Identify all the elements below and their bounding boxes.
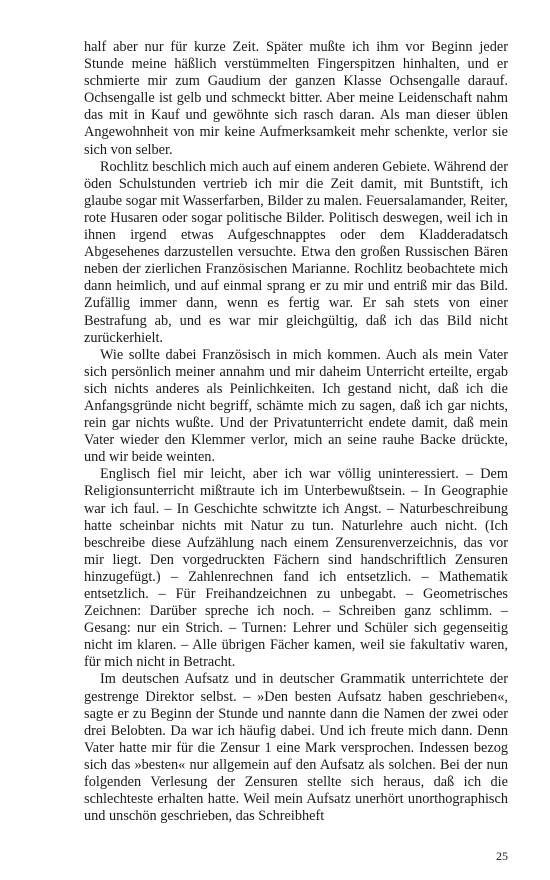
page-number: 25: [496, 849, 508, 863]
paragraph-4: Englisch fiel mir leicht, aber ich war völlig uninteressiert. – Dem Religionsunterricht mißtraute ich im Unterbewußtsein. – In Geographie war ich faul. – In Geschichte schwitzte ich Angst. – Naturbeschreibung hatte scheinbar nichts mit Natur zu tun. Naturlehre auch nicht. (Ich beschreibe diese Aufzählung nach einem Zensurenverzeichnis, das vor mir liegt. Den vorgedruckten Fächern sind handschriftlich Zensuren hinzugefügt.) – Zahlenrechnen fand ich entsetzlich. – Mathematik entsetzlich. – Für Freihandzeichnen zu unbegabt. – Geometrisches Zeichnen: Darüber spreche ich noch. – Schreiben ganz schlimm. – Gesang: nur ein Strich. – Turnen: Lehrer und Schüler sich gegenseitig nicht im klaren. – Alle übrigen Fächer kamen, weil sie fakultativ waren, für mich nicht in Betracht.: [84, 466, 508, 671]
paragraph-2: Rochlitz beschlich mich auch auf einem anderen Gebiete. Während der öden Schulstunden vertrieb ich mir die Zeit damit, mit Buntstift, ich glaube sogar mit Wasserfarben, Bilder zu malen. Feuersalamander, Reiter, rote Husaren oder sogar politische Bilder. Politisch deswegen, weil ich in ihnen irgend etwas Aufgeschnapptes oder dem Kladderadatsch Abgesehenes darzustellen versuchte. Etwa den großen Russischen Bären neben der zierlichen Französischen Marianne. Rochlitz beobachtete mich dann heimlich, und auf einmal sprang er zu mir und entriß mir das Bild. Zufällig immer dann, wenn es fertig war. Er sah stets von einer Bestrafung ab, und es war mir gleichgültig, daß ich das Bild nicht zurückerhielt.: [84, 158, 508, 346]
paragraph-5: Im deutschen Aufsatz und in deutscher Grammatik unterrichtete der gestrenge Direktor selbst. – »Den besten Aufsatz haben geschrieben«, sagte er zu Beginn der Stunde und nannte dann die Namen der zwei oder drei Belobten. Da war ich häufig dabei. Und ich freute mich dann. Denn Vater hatte mir für die Zensur 1 eine Mark versprochen. Indessen bezog sich das »besten« nur allgemein auf den Aufsatz als solchen. Bei der nun folgenden Verlesung der Zensuren stellte sich heraus, daß ich die schlechteste erhalten hatte. Weil mein Aufsatz unerhört unorthographisch und unschön geschrieben, das Schreibheft: [84, 671, 508, 825]
paragraph-3: Wie sollte dabei Französisch in mich kommen. Auch als mein Vater sich persönlich meiner annahm und mir daheim Unterricht erteilte, ergab sich nichts anderes als Peinlichkeiten. Ich gestand nicht, daß ich die Anfangsgründe nicht begriff, schämte mich zu sagen, daß ich gar nichts, rein gar nichts wußte. Und der Privatunterricht endete damit, daß mein Vater wieder den Klemmer verlor, mich an seine rauhe Backe drückte, und wir beide weinten.: [84, 346, 508, 466]
paragraph-1: half aber nur für kurze Zeit. Später mußte ich ihm vor Beginn jeder Stunde meine häßlich verstümmelten Fingerspitzen hinhalten, und er schmierte mir zum Gaudium der ganzen Klasse Ochsengalle darauf. Ochsengalle ist gelb und schmeckt bitter. Aber meine Leidenschaft nahm das mit in Kauf und gewöhnte sich rasch daran. Als man dieser üblen Angewohnheit von mir keine Aufmerksamkeit mehr schenkte, verlor sie sich von selber.: [84, 39, 508, 158]
book-page: [84, 39, 508, 825]
